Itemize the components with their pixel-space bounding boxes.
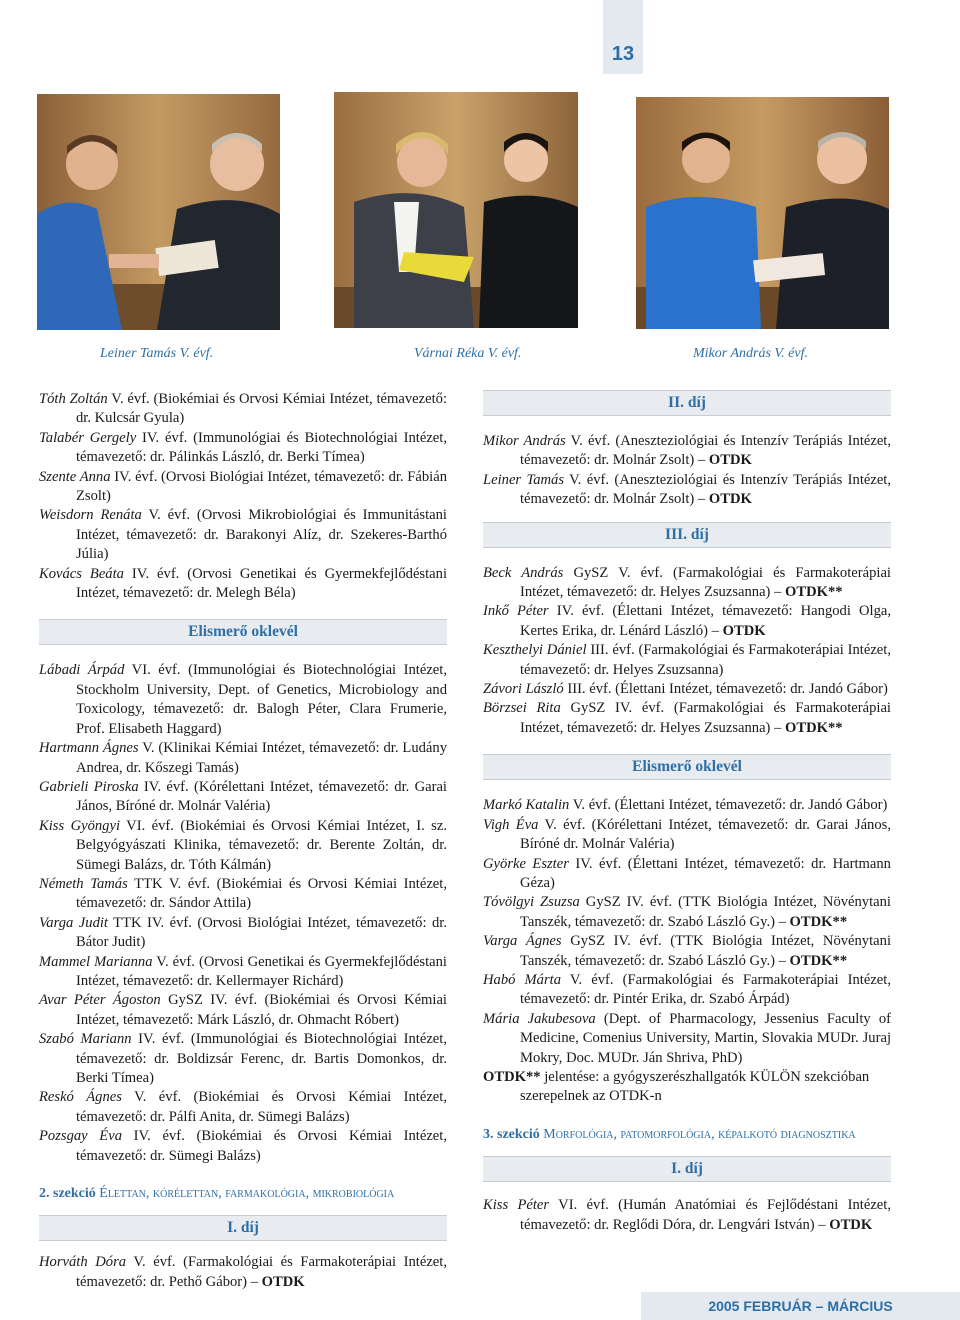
- student-name: Vigh Éva: [483, 816, 539, 833]
- award-entry: [39, 565, 447, 604]
- entry-details: VI. évf. (Biokémiai és Orvosi Kémiai Intézet, I. sz. Belgyógyászati Klinika, témavezető: dr. Berente Zoltán, dr. Sümegi Balázs, dr. Tóth Kálmán): [76, 817, 447, 873]
- entry-details: IV. évf. (Kórélettani Intézet, témavezető: dr. Garai János, Bíróné dr. Molnár Valéria): [76, 778, 447, 815]
- student-name: Szabó Mariann: [39, 1031, 132, 1048]
- otdk-note: [483, 1068, 891, 1107]
- student-name: Keszthelyi Dániel: [483, 642, 587, 659]
- award-entry: [483, 1010, 891, 1068]
- entry-details: VI. évf. (Humán Anatómiai és Fejlődéstani Intézet, témavezető: dr. Reglődi Dóra, dr. Lengvári István) –: [520, 1197, 891, 1233]
- page-number-box: [603, 0, 643, 74]
- student-name: Kiss Gyöngyi: [39, 817, 121, 834]
- heading-elismero-oklevel-left: Elismerő oklevél: [39, 619, 447, 645]
- student-name: Reskó Ágnes: [39, 1089, 122, 1106]
- photo-award-leiner: [37, 94, 280, 330]
- award-entry: [39, 778, 447, 817]
- left-column: [39, 390, 447, 1292]
- award-entry: [483, 699, 891, 738]
- award-entry: [483, 641, 891, 680]
- student-name: Horváth Dóra: [39, 1254, 127, 1271]
- student-name: Lábadi Árpád: [39, 662, 125, 679]
- entry-details: GySZ IV. évf. (Farmakológiai és Farmakoterápiai Intézet, témavezető: dr. Helyes Zsuzsanna) –: [520, 700, 891, 736]
- entry-details: TTK IV. évf. (Orvosi Biológiai Intézet, témavezető: dr. Bátor Judit): [76, 914, 448, 951]
- award-entry: [39, 661, 447, 739]
- entry-details: GySZ V. évf. (Farmakológiai és Farmakoterápiai Intézet, témavezető: dr. Helyes Zsuzsanna) –: [520, 564, 891, 601]
- award-entry: [483, 680, 891, 699]
- otdk-badge: OTDK: [708, 452, 752, 469]
- caption-leiner: Leiner Tamás V. évf.: [100, 346, 214, 361]
- section-2-heading: [39, 1184, 447, 1203]
- award-entry: [483, 564, 891, 603]
- entry-details: IV. évf. (Immunológiai és Biotechnológiai Intézet, témavezető: dr. Pálinkás László, dr. Berki Tímea): [76, 429, 447, 466]
- award-entry: [39, 914, 447, 953]
- entry-details: GySZ IV. évf. (TTK Biológia Intézet, Növénytani Tanszék, témavezető: dr. Szabó László Gy.) –: [520, 894, 891, 930]
- student-name: Talabér Gergely: [39, 429, 137, 446]
- student-name: Mammel Marianna: [39, 953, 153, 970]
- award-entry: [39, 739, 447, 778]
- entry-details: IV. évf. (Biokémiai és Orvosi Kémiai Intézet, témavezető: dr. Sümegi Balázs): [76, 1128, 447, 1164]
- award-entry: [39, 429, 447, 468]
- photo-award-varnai: [334, 92, 578, 328]
- student-name: Weisdorn Renáta: [39, 507, 142, 524]
- entry-details: IV. évf. (Orvosi Biológiai Intézet, témavezető: dr. Fábián Zsolt): [76, 468, 447, 505]
- entry-details: V. (Klinikai Kémiai Intézet, témavezető: dr. Ludány Andrea, dr. Kőszegi Tamás): [76, 740, 447, 776]
- heading-ii-dij: II. díj: [483, 390, 891, 416]
- award-entry: [39, 817, 447, 875]
- award-entry: [39, 468, 447, 507]
- award-entry: [483, 893, 891, 932]
- student-name: Varga Ágnes: [483, 933, 562, 950]
- student-name: Pozsgay Éva: [39, 1128, 122, 1145]
- student-name: Németh Tamás: [39, 875, 128, 892]
- section-3-heading: [483, 1125, 891, 1144]
- entry-details: V. évf. (Kórélettani Intézet, témavezető: dr. Garai János, Bíróné dr. Molnár Valéria): [520, 816, 891, 853]
- student-name: Avar Péter Ágoston: [39, 992, 161, 1009]
- student-name: Markó Katalin: [483, 797, 570, 814]
- entry-details: V. évf. (Biokémiai és Orvosi Kémiai Intézet, témavezető: dr. Kulcsár Gyula): [76, 391, 447, 427]
- entry-details: IV. évf. (Orvosi Genetikai és Gyermekfejlődéstani Intézet, témavezető: dr. Melegh Béla): [76, 565, 447, 602]
- award-entry: [39, 1030, 447, 1088]
- entry-details: III. évf. (Élettani Intézet, témavezető: dr. Jandó Gábor): [563, 681, 888, 698]
- student-name: Inkő Péter: [483, 603, 549, 620]
- otdk-note-text: jelentése: a gyógyszerészhallgatók KÜLÖN szekcióban szerepelnek az OTDK-n: [520, 1068, 870, 1105]
- student-name: Mária Jakubesova: [483, 1010, 596, 1027]
- footer-date: 2005 FEBRUÁR – MÁRCIUS: [641, 1292, 960, 1320]
- otdk-badge: OTDK**: [789, 952, 848, 969]
- award-entry: [39, 1088, 447, 1127]
- entry-details: VI. évf. (Immunológiai és Biotechnológiai Intézet, Stockholm University, Dept. of Genetics, Microbiology and Toxicology, témavezető: dr. Balogh Péter, Clara Frumerie, Prof. Elisabeth Haggard): [76, 662, 447, 737]
- entry-details: V. évf. (Aneszteziológiai és Intenzív Terápiás Intézet, témavezető: dr. Molnár Zsolt) –: [520, 433, 892, 469]
- caption-varnai: Várnai Réka V. évf.: [414, 346, 522, 361]
- heading-i-dij-left: I. díj: [39, 1215, 447, 1241]
- award-entry: [483, 816, 891, 855]
- student-name: Györke Eszter: [483, 855, 569, 872]
- award-entry: [483, 432, 891, 471]
- entry-details: GySZ IV. évf. (TTK Biológia Intézet, Növénytani Tanszék, témavezető: dr. Szabó László Gy.) –: [520, 933, 891, 969]
- entry-details: GySZ IV. évf. (Biokémiai és Orvosi Kémiai Intézet, témavezető: Márk László, dr. Ohmacht Róbert): [76, 992, 447, 1028]
- student-name: Börzsei Rita: [483, 700, 561, 717]
- award-entry: [483, 1196, 891, 1235]
- entry-details: IV. évf. (Élettani Intézet, témavezető: Hangodi Olga, Kertes Erika, dr. Lénárd László) –: [520, 603, 891, 639]
- student-name: Tóvölgyi Zsuzsa: [483, 894, 580, 911]
- student-name: Mikor András: [483, 433, 566, 449]
- award-entry: [39, 953, 447, 992]
- caption-mikor: Mikor András V. évf.: [693, 346, 808, 361]
- award-entry: [39, 1127, 447, 1166]
- entry-details: V. évf. (Orvosi Mikrobiológiai és Immunitástani Intézet, témavezető: dr. Barakonyi Alíz, dr. Szekeres-Barthó Júlia): [76, 507, 447, 563]
- award-entry: [39, 875, 447, 914]
- entry-details: (Dept. of Pharmacology, Jessenius Faculty of Medicine, Comenius University, Martin, Slovakia MUDr. Juraj Mokry, Doc. MUDr. Ján Shriva, PhD): [520, 1010, 891, 1066]
- entry-details: IV. évf. (Immunológiai és Biotechnológiai Intézet, témavezető: dr. Boldizsár Ferenc, dr. Bartis Domonkos, dr. Berki Tímea): [76, 1031, 447, 1086]
- award-entry: [483, 471, 891, 510]
- right-column: [483, 390, 891, 1235]
- award-entry: [483, 796, 891, 815]
- entry-details: III. évf. (Farmakológiai és Farmakoterápiai Intézet, témavezető: dr. Helyes Zsuzsanna): [520, 642, 891, 678]
- award-entry: [483, 855, 891, 894]
- otdk-badge: OTDK: [829, 1216, 873, 1233]
- student-name: Leiner Tamás: [483, 471, 565, 488]
- entry-details: IV. évf. (Élettani Intézet, témavezető: dr. Hartmann Géza): [520, 855, 891, 891]
- student-name: Tóth Zoltán: [39, 391, 108, 407]
- otdk-badge: OTDK: [708, 491, 752, 508]
- entry-details: V. évf. (Farmakológiai és Farmakoterápiai Intézet, témavezető: dr. Pethő Gábor) –: [76, 1254, 447, 1290]
- student-name: Gabrieli Piroska: [39, 778, 139, 795]
- otdk-badge: OTDK: [261, 1273, 305, 1290]
- otdk-badge: OTDK**: [785, 584, 843, 601]
- award-entry: [39, 991, 447, 1030]
- otdk-badge: OTDK**: [789, 913, 848, 930]
- entry-details: V. évf. (Élettani Intézet, témavezető: dr. Jandó Gábor): [569, 797, 888, 814]
- award-entry: [483, 971, 891, 1010]
- section-2-number: 2. szekció: [39, 1186, 96, 1202]
- section-3-number: 3. szekció: [483, 1126, 540, 1142]
- award-entry: [39, 1253, 447, 1292]
- entry-details: V. évf. (Aneszteziológiai és Intenzív Terápiás Intézet, témavezető: dr. Molnár Zsolt) –: [520, 471, 892, 508]
- section-2-title: Élettan, kórélettan, farmakológia, mikrobiológia: [99, 1186, 395, 1202]
- award-entry: [483, 602, 891, 641]
- otdk-badge: OTDK**: [785, 719, 843, 736]
- section-3-title: Morfológia, patomorfológia, képalkotó diagnosztika: [543, 1126, 856, 1142]
- otdk-note-marker: OTDK**: [483, 1068, 541, 1085]
- page-number: 13: [611, 43, 635, 65]
- photo-award-mikor: [636, 97, 889, 329]
- heading-elismero-oklevel-right: Elismerő oklevél: [483, 754, 891, 780]
- student-name: Kiss Péter: [483, 1197, 550, 1214]
- entry-details: V. évf. (Farmakológiai és Farmakoterápiai Intézet, témavezető: dr. Pintér Erika, dr. Szabó Árpád): [520, 971, 891, 1008]
- otdk-badge: OTDK: [722, 622, 766, 639]
- student-name: Varga Judit: [39, 914, 108, 931]
- student-name: Hartmann Ágnes: [39, 740, 139, 757]
- award-entry: [39, 390, 447, 429]
- student-name: Szente Anna: [39, 468, 111, 485]
- entry-details: V. évf. (Orvosi Genetikai és Gyermekfejlődéstani Intézet, témavezető: dr. Kellermayer Richárd): [76, 953, 447, 989]
- entry-details: TTK V. évf. (Biokémiai és Orvosi Kémiai Intézet, témavezető: dr. Sándor Attila): [76, 875, 447, 912]
- heading-iii-dij: III. díj: [483, 522, 891, 548]
- award-entry: [39, 506, 447, 564]
- student-name: Závori László: [483, 681, 564, 698]
- entry-details: V. évf. (Biokémiai és Orvosi Kémiai Intézet, témavezető: dr. Pálfi Anita, dr. Sümegi Balázs): [76, 1089, 447, 1125]
- student-name: Kovács Beáta: [39, 565, 124, 582]
- student-name: Beck András: [483, 564, 564, 581]
- award-entry: [483, 932, 891, 971]
- heading-i-dij-right: I. díj: [483, 1156, 891, 1182]
- student-name: Habó Márta: [483, 971, 562, 988]
